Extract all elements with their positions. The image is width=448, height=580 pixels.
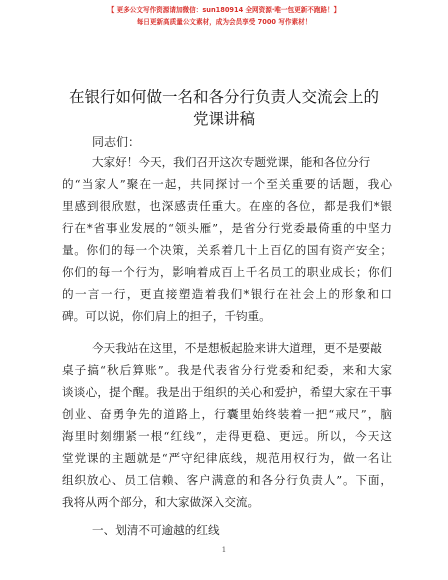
paragraph-1-line-5: 量。你们的每一个决策，关系着几十上百亿的国有资产安全； [62, 243, 392, 257]
paragraph-1-line-3: 里感到很欣慰，也深感责任重大。在座的各位，都是我们*银 [62, 199, 392, 213]
paragraph-2-line-1: 今天我站在这里，不是想板起脸来讲大道理，更不是要敲 [92, 341, 382, 355]
promo-banner-line-2: 每日更新高质量公文素材，成为会员享受 7000 写作素材！ [136, 18, 312, 26]
paragraph-1-line-6: 你们的每一个行为，影响着成百上千名员工的职业成长；你们 [62, 265, 392, 279]
section-heading-1: 一、划清不可逾越的红线 [92, 523, 220, 537]
paragraph-1-line-2: 的“当家人”聚在一起，共同探讨一个至关重要的话题，我心 [62, 177, 392, 191]
title-line-1: 在银行如何做一名和各分行负责人交流会上的 [68, 88, 379, 106]
paragraph-2-line-4: 创业、奋勇争先的道路上，行囊里始终装着一把“戒尺”，脑 [62, 407, 392, 421]
paragraph-1-line-8: 碑。可以说，你们肩上的担子，千钧重。 [62, 309, 271, 323]
page-number: 1 [221, 546, 227, 554]
paragraph-2-line-2: 桌子搞“秋后算账”。我是代表省分行党委和纪委，来和大家 [62, 363, 392, 377]
paragraph-2-line-5: 海里时刻绷紧一根“红线”，走得更稳、更远。所以，今天这 [62, 429, 392, 443]
title-line-2: 党课讲稿 [192, 110, 255, 128]
salutation: 同志们： [92, 135, 141, 149]
paragraph-2-line-6: 堂党课的主题就是“严守纪律底线，规范用权行为，做一名让 [62, 451, 392, 465]
paragraph-2-line-7: 组织放心、员工信赖、客户满意的和各分行负责人”。下面， [62, 473, 392, 487]
paragraph-2-line-8: 我将从两个部分，和大家做深入交流。 [62, 495, 260, 509]
paragraph-1-line-7: 的一言一行，更直接塑造着我们*银行在社会上的形象和口 [62, 287, 392, 301]
paragraph-1-line-1: 大家好！今天，我们召开这次专题党课，能和各位分行 [92, 155, 371, 169]
promo-banner-line-1: 【 更多公文写作资源请加微信：sun180914 全网资源·唯一包更新不跑路！】 [107, 6, 341, 14]
paragraph-2-line-3: 谈谈心，提个醒。我是出于组织的关心和爱护，希望大家在干事 [62, 385, 392, 399]
paragraph-1-line-4: 行在*省事业发展的“领头雁”，是省分行党委最倚重的中坚力 [62, 221, 392, 235]
document-title [40, 86, 408, 130]
